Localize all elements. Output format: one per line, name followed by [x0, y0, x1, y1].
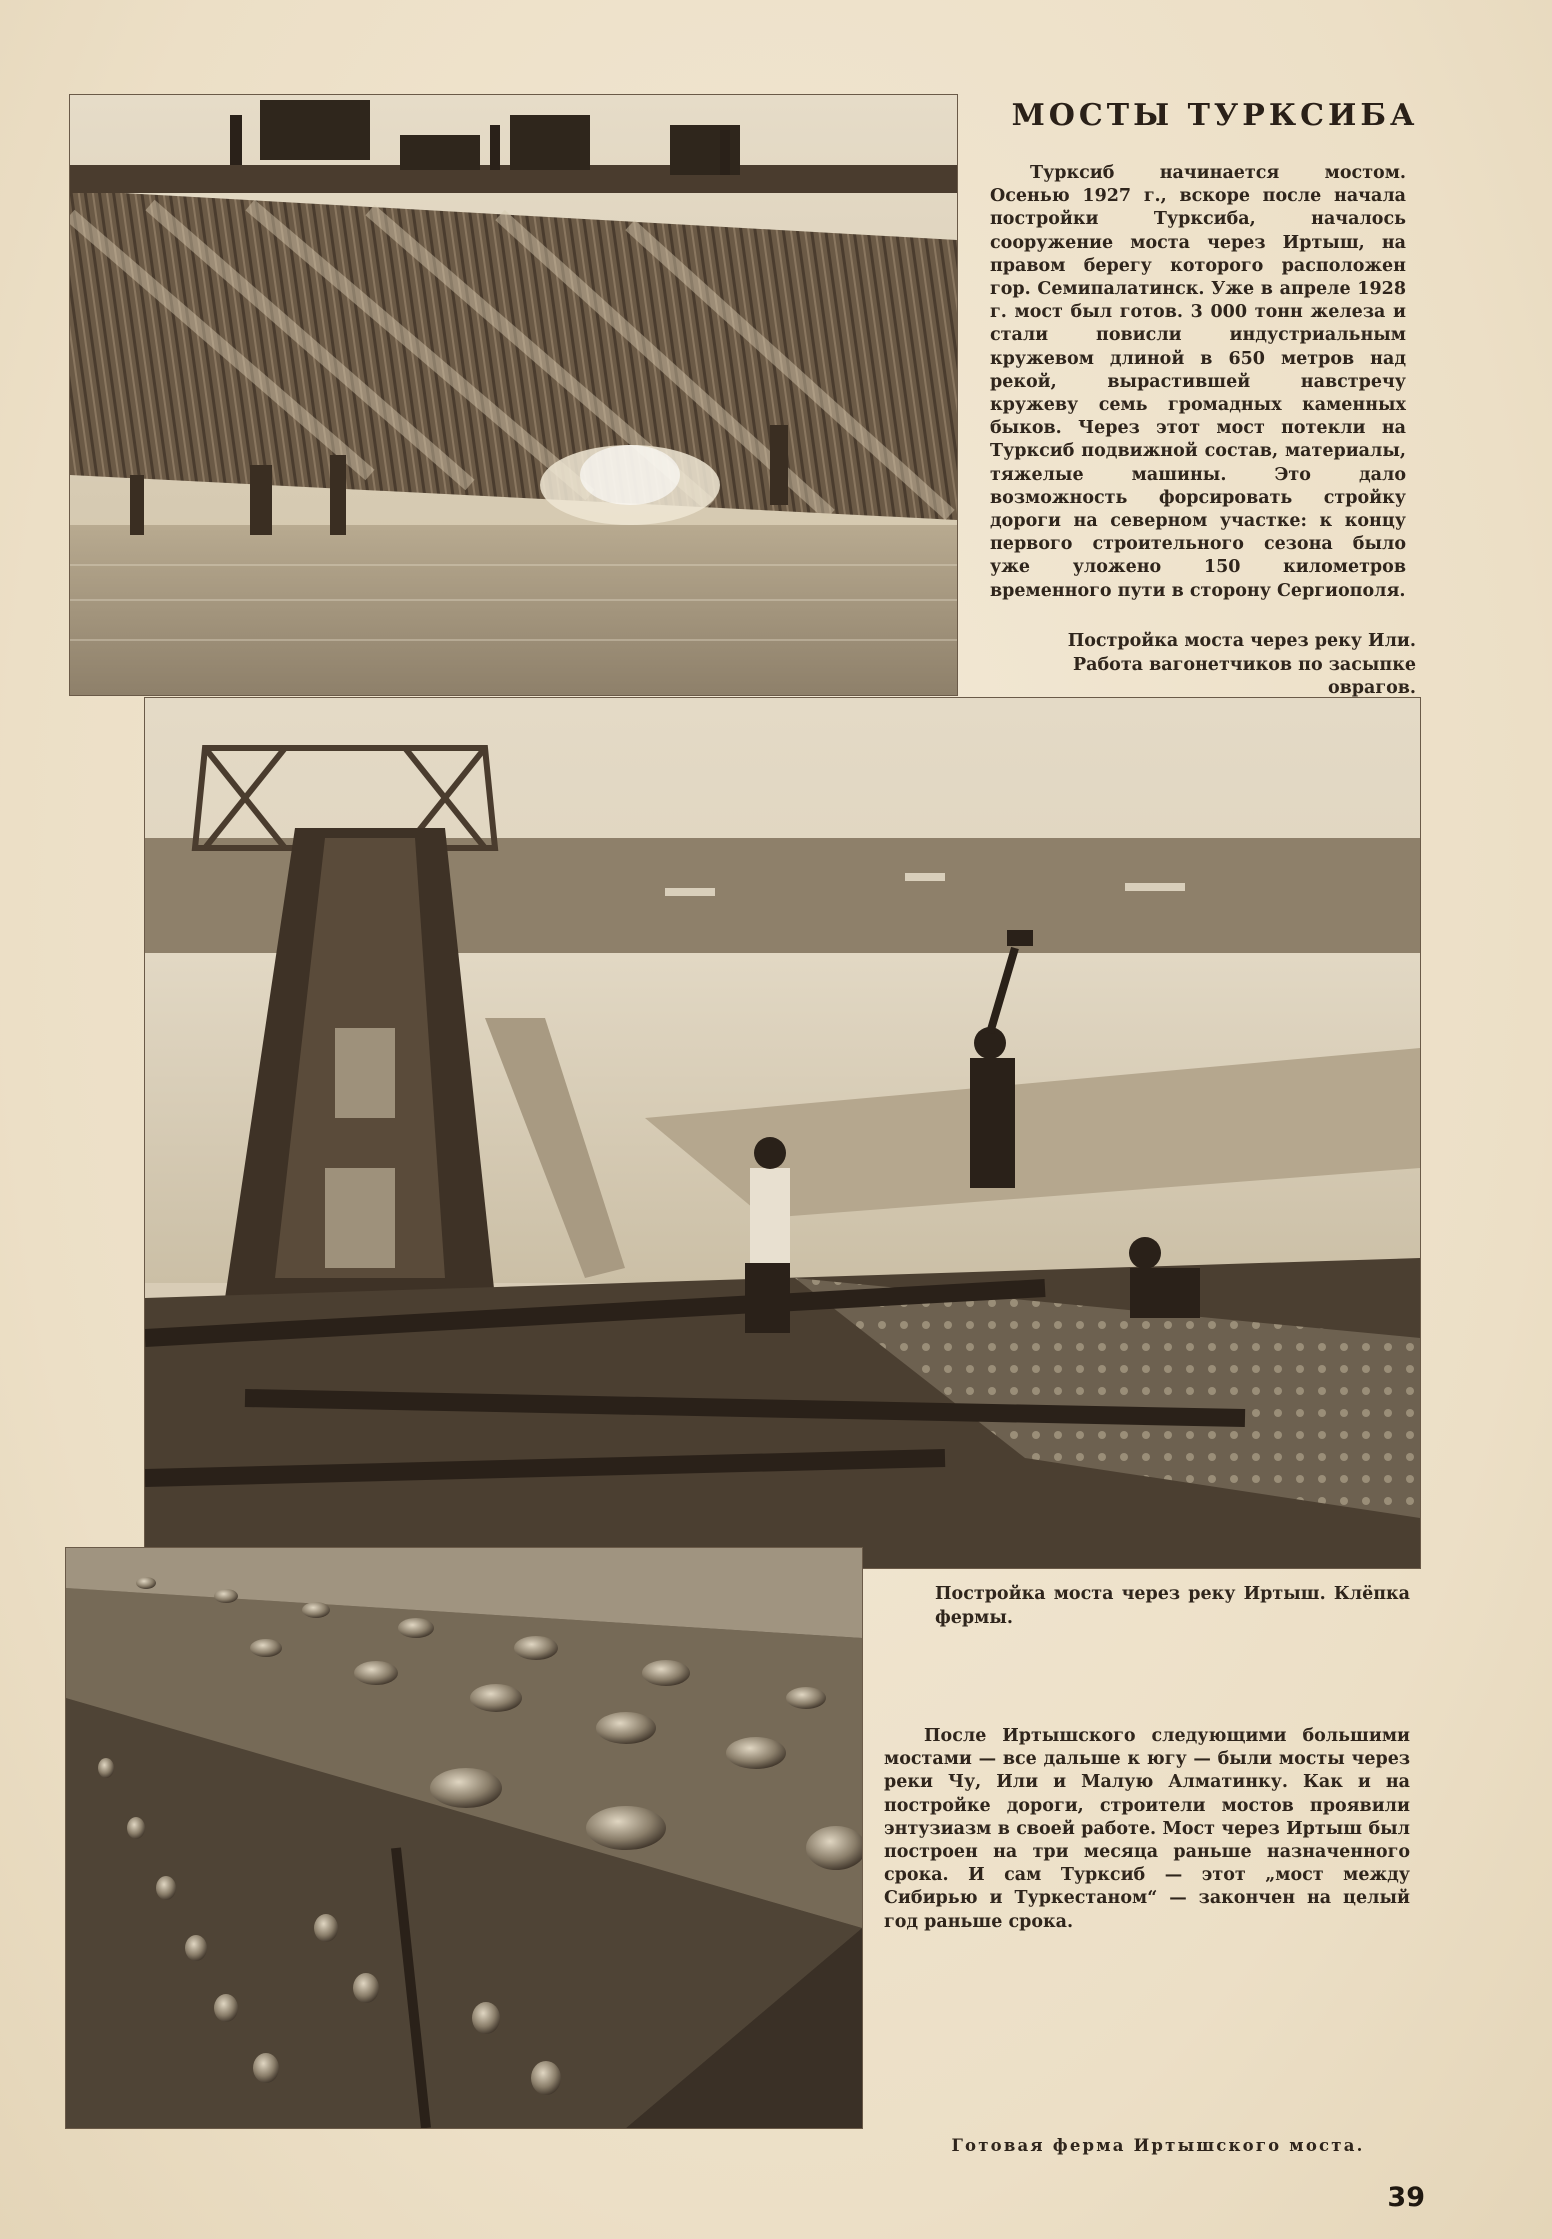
- intro-paragraph-block: [990, 162, 1406, 603]
- photo-ili-illustration: [70, 95, 957, 695]
- intro-paragraph: Турксиб начинается мостом. Осенью 1927 г., вскоре после начала постройки Турксиба, началось сооружение моста через Иртыш, на правом берегу которого расположен гор. Семипалатинск. Уже в апреле 1928 г. мост был готов. 3 000 тонн железа и стали повисли индустриальным кружевом длиной в 650 метров над рекой, вырастившей навстречу кружеву семь громадных каменных быков. Через этот мост потекли на Турксиб подвижной состав, материалы, тяжелые машины. Это дало возможность форсировать стройку дороги на северном участке: к концу первого строительного сезона было уже уложено 150 километров временного пути в сторону Сергиополя.: [990, 163, 1406, 601]
- page-number: 39: [1387, 2182, 1425, 2213]
- photo-finished-truss: [66, 1548, 862, 2128]
- caption-ili-line2: Работа вагонетчиков по засыпке оврагов.: [1072, 654, 1416, 698]
- later-paragraph-block: [884, 1725, 1410, 1934]
- photo-irtysh-bridge-riveting: [145, 698, 1420, 1568]
- photo-truss-illustration: [66, 1548, 862, 2128]
- caption-ili-photo: [984, 630, 1416, 701]
- caption-truss-photo: Готовая ферма Иртышского моста.: [951, 2136, 1365, 2155]
- later-paragraph: После Иртышского следующими большими мостами — все дальше к югу — были мосты через реки Чу, Или и Малую Алматинку. Как и на постройке дороги, строители мостов проявили энтузиазм в своей работе. Мост через Иртыш был построен на три месяца раньше назначенного срока. И сам Турксиб — этот „мост между Сибирью и Туркестаном“ — закончен на целый год раньше срока.: [884, 1726, 1410, 1932]
- article-title: МОСТЫ ТУРКСИБА: [1011, 98, 1419, 134]
- caption-ili-line1: Постройка моста через реку Или.: [1067, 631, 1416, 651]
- photo-irtysh-illustration: [145, 698, 1420, 1568]
- photo-ili-bridge-construction: [70, 95, 957, 695]
- caption-irtysh-photo: Постройка моста через реку Иртыш. Клёпка фермы.: [935, 1584, 1410, 1628]
